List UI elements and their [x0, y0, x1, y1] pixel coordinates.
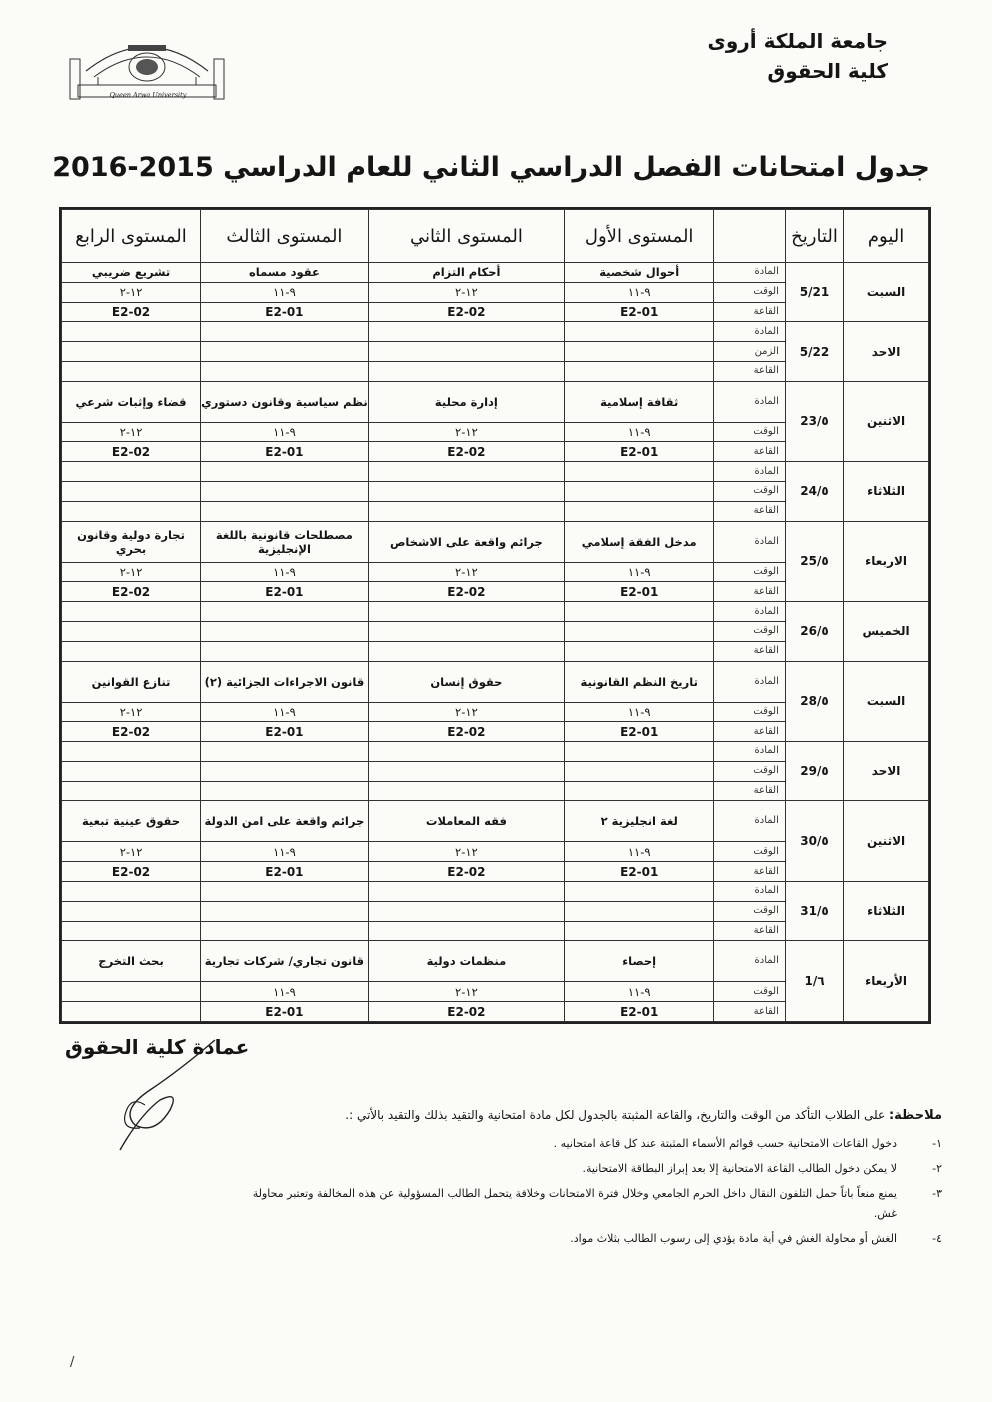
day-cell: الاثنين	[844, 381, 929, 462]
level1-subject-cell	[565, 881, 714, 901]
level3-time-cell: ٩-١١	[201, 842, 369, 862]
day-cell: الثلاثاء	[844, 881, 929, 940]
university-logo	[68, 27, 226, 105]
level3-room-cell	[201, 921, 369, 941]
level3-room-cell	[201, 501, 369, 521]
note-number: ١-	[932, 1137, 942, 1150]
level1-subject-cell	[565, 462, 714, 482]
level1-time-cell: ٩-١١	[565, 702, 714, 722]
level4-time-cell	[62, 621, 201, 641]
row-label-cell: الوقت	[714, 562, 786, 582]
level2-subject-cell: حقوق إنسان	[368, 661, 564, 702]
row-label-cell: الوقت	[714, 422, 786, 442]
level4-time-cell: ١٢-٢	[62, 702, 201, 722]
level1-room-cell	[565, 501, 714, 521]
level2-room-cell: E2-02	[368, 302, 564, 322]
level3-time-cell	[201, 761, 369, 781]
header-university-block	[648, 26, 888, 86]
page-mark: /	[70, 1355, 75, 1370]
level1-time-cell: ٩-١١	[565, 842, 714, 862]
date-cell: ٦/1	[785, 941, 843, 1022]
faculty-name: كلية الحقوق	[767, 59, 888, 83]
dean-signature-text: عمادة كلية الحقوق	[65, 1035, 250, 1059]
level1-time-cell	[565, 342, 714, 362]
level4-room-cell	[62, 1002, 201, 1022]
level2-room-cell	[368, 921, 564, 941]
level2-time-cell: ١٢-٢	[368, 282, 564, 302]
note-text: الغش أو محاولة الغش في أية مادة يؤدي إلى رسوب الطالب بثلاث مواد.	[570, 1232, 897, 1245]
row-label-cell: الزمن	[714, 342, 786, 362]
row-label-cell: الوقت	[714, 621, 786, 641]
date-cell: ٥/30	[785, 801, 843, 882]
level1-room-cell: E2-01	[565, 862, 714, 882]
level2-subject-cell	[368, 602, 564, 622]
date-cell: ٥/26	[785, 602, 843, 661]
level4-room-cell: E2-02	[62, 302, 201, 322]
level1-subject-cell: مدخل الفقة إسلامي	[565, 521, 714, 562]
header-level2: المستوى الثاني	[368, 210, 564, 263]
day-cell: السبت	[844, 263, 929, 322]
level2-time-cell	[368, 342, 564, 362]
level2-room-cell	[368, 501, 564, 521]
level4-subject-cell	[62, 881, 201, 901]
level3-time-cell	[201, 342, 369, 362]
level3-subject-cell	[201, 742, 369, 762]
level4-room-cell	[62, 641, 201, 661]
level3-time-cell: ٩-١١	[201, 982, 369, 1002]
level4-time-cell	[62, 342, 201, 362]
table-header-row	[62, 210, 929, 263]
level2-subject-cell	[368, 742, 564, 762]
level4-subject-cell: بحث التخرج	[62, 941, 201, 982]
date-cell: ٥/31	[785, 881, 843, 940]
note-text: دخول القاعات الامتحانية حسب قوائم الأسماء المثبتة عند كل قاعة امتحانيه .	[553, 1137, 897, 1150]
row-label-cell: القاعة	[714, 302, 786, 322]
level2-time-cell	[368, 621, 564, 641]
level3-time-cell	[201, 482, 369, 502]
level1-time-cell: ٩-١١	[565, 282, 714, 302]
level4-time-cell	[62, 761, 201, 781]
level3-room-cell: E2-01	[201, 582, 369, 602]
level1-room-cell	[565, 361, 714, 381]
level1-subject-cell	[565, 322, 714, 342]
row-label-cell: القاعة	[714, 442, 786, 462]
schedule-row	[62, 941, 929, 982]
level2-subject-cell: جرائم واقعة على الاشخاص	[368, 521, 564, 562]
header-level3: المستوى الثالث	[201, 210, 369, 263]
schedule-row	[62, 801, 929, 842]
level4-time-cell	[62, 982, 201, 1002]
level1-time-cell	[565, 482, 714, 502]
schedule-row	[62, 381, 929, 422]
level3-subject-cell: قانون الاجراءات الجزائية (٢)	[201, 661, 369, 702]
schedule-row	[62, 263, 929, 283]
header-date: التاريخ	[785, 210, 843, 263]
logo-caption: Queen Arwa University	[109, 91, 187, 99]
note-number: ٢-	[932, 1162, 942, 1175]
row-label-cell: الوقت	[714, 982, 786, 1002]
header-label	[714, 210, 786, 263]
row-label-cell: الوقت	[714, 901, 786, 921]
notes-section	[242, 1105, 942, 1249]
level1-time-cell	[565, 761, 714, 781]
level1-subject-cell	[565, 602, 714, 622]
level2-subject-cell	[368, 462, 564, 482]
level2-time-cell: ١٢-٢	[368, 562, 564, 582]
day-cell: الاحد	[844, 742, 929, 801]
level2-room-cell	[368, 781, 564, 801]
level4-subject-cell: تشريع ضريبي	[62, 263, 201, 283]
level4-time-cell: ١٢-٢	[62, 562, 201, 582]
level1-room-cell	[565, 781, 714, 801]
row-label-cell: القاعة	[714, 641, 786, 661]
level3-subject-cell	[201, 322, 369, 342]
level3-room-cell: E2-01	[201, 302, 369, 322]
level4-time-cell: ١٢-٢	[62, 282, 201, 302]
level1-subject-cell: أحوال شخصية	[565, 263, 714, 283]
row-label-cell: القاعة	[714, 361, 786, 381]
note-item	[242, 1229, 942, 1249]
note-number: ٤-	[932, 1232, 942, 1245]
level1-subject-cell	[565, 742, 714, 762]
row-label-cell: المادة	[714, 322, 786, 342]
level4-room-cell	[62, 781, 201, 801]
day-cell: الخميس	[844, 602, 929, 661]
level1-time-cell	[565, 901, 714, 921]
level2-subject-cell: منظمات دولية	[368, 941, 564, 982]
level1-time-cell	[565, 621, 714, 641]
university-name: جامعة الملكة أروى	[707, 29, 888, 53]
level2-time-cell: ١٢-٢	[368, 842, 564, 862]
level3-subject-cell: قانون تجاري/ شركات تجارية	[201, 941, 369, 982]
schedule-row	[62, 521, 929, 562]
note-number: ٣-	[932, 1187, 942, 1200]
level3-time-cell	[201, 901, 369, 921]
row-label-cell: المادة	[714, 381, 786, 422]
notes-title-text: على الطلاب التأكد من الوقت والتاريخ، والقاعة المثبتة بالجدول لكل مادة امتحانية والتقيد بذلك والتقيد بالأتي :.	[345, 1108, 889, 1122]
row-label-cell: القاعة	[714, 862, 786, 882]
note-text: لا يمكن دخول الطالب القاعة الامتحانية إلا بعد إبراز البطاقة الامتحانية.	[582, 1162, 897, 1175]
level3-subject-cell: نظم سياسية وقانون دستوري	[201, 381, 369, 422]
level2-subject-cell: أحكام التزام	[368, 263, 564, 283]
row-label-cell: المادة	[714, 742, 786, 762]
level2-subject-cell: فقه المعاملات	[368, 801, 564, 842]
level4-subject-cell: قضاء وإثبات شرعي	[62, 381, 201, 422]
signature-scribble-icon	[60, 1030, 230, 1160]
level2-time-cell	[368, 482, 564, 502]
level4-subject-cell	[62, 322, 201, 342]
day-cell: الاربعاء	[844, 521, 929, 602]
level3-time-cell: ٩-١١	[201, 282, 369, 302]
level2-room-cell	[368, 641, 564, 661]
level3-subject-cell: جرائم واقعة على امن الدولة	[201, 801, 369, 842]
row-label-cell: الوقت	[714, 282, 786, 302]
level4-subject-cell: حقوق عينية تبعية	[62, 801, 201, 842]
level2-room-cell: E2-02	[368, 582, 564, 602]
level3-subject-cell	[201, 462, 369, 482]
row-label-cell: المادة	[714, 941, 786, 982]
level3-room-cell	[201, 781, 369, 801]
level4-room-cell: E2-02	[62, 582, 201, 602]
level2-subject-cell	[368, 881, 564, 901]
date-cell: ٥/24	[785, 462, 843, 521]
date-cell: ٥/29	[785, 742, 843, 801]
page-title: جدول امتحانات الفصل الدراسي الثاني للعام الدراسي 2015-2016	[52, 152, 930, 183]
level1-subject-cell: ثقافة إسلامية	[565, 381, 714, 422]
level3-subject-cell	[201, 881, 369, 901]
level3-room-cell: E2-01	[201, 1002, 369, 1022]
schedule-row	[62, 462, 929, 482]
level3-room-cell	[201, 641, 369, 661]
level1-time-cell: ٩-١١	[565, 562, 714, 582]
level2-subject-cell: إدارة محلية	[368, 381, 564, 422]
level4-room-cell	[62, 361, 201, 381]
row-label-cell: القاعة	[714, 501, 786, 521]
level3-room-cell	[201, 361, 369, 381]
level2-time-cell: ١٢-٢	[368, 982, 564, 1002]
level1-time-cell: ٩-١١	[565, 982, 714, 1002]
row-label-cell: المادة	[714, 661, 786, 702]
level3-room-cell: E2-01	[201, 442, 369, 462]
row-label-cell: الوقت	[714, 842, 786, 862]
level4-room-cell: E2-02	[62, 442, 201, 462]
header-level4: المستوى الرابع	[62, 210, 201, 263]
header-day: اليوم	[844, 210, 929, 263]
exam-schedule-table	[59, 207, 931, 1024]
level3-time-cell: ٩-١١	[201, 702, 369, 722]
level1-room-cell: E2-01	[565, 442, 714, 462]
level1-subject-cell: تاريخ النظم القانونية	[565, 661, 714, 702]
schedule-row	[62, 602, 929, 622]
level4-time-cell	[62, 901, 201, 921]
row-label-cell: المادة	[714, 801, 786, 842]
note-text: يمنع منعاً باتاً حمل التلفون النقال داخل الحرم الجامعي وخلال فترة الامتحانات وخلافة يتحمل الطالب المسؤولية عن هذه المخالفة وتعتبر محاولة غش.	[252, 1187, 897, 1220]
day-cell: الاحد	[844, 322, 929, 381]
level3-time-cell: ٩-١١	[201, 422, 369, 442]
level4-subject-cell	[62, 602, 201, 622]
row-label-cell: المادة	[714, 602, 786, 622]
level1-room-cell: E2-01	[565, 302, 714, 322]
schedule-row	[62, 742, 929, 762]
level3-subject-cell: عقود مسماه	[201, 263, 369, 283]
level1-subject-cell: لغة انجليزية ٢	[565, 801, 714, 842]
level2-room-cell: E2-02	[368, 442, 564, 462]
row-label-cell: المادة	[714, 521, 786, 562]
level2-room-cell	[368, 361, 564, 381]
level4-subject-cell	[62, 462, 201, 482]
day-cell: الأربعاء	[844, 941, 929, 1022]
date-cell: ٥/25	[785, 521, 843, 602]
level1-room-cell	[565, 921, 714, 941]
row-label-cell: القاعة	[714, 582, 786, 602]
day-cell: السبت	[844, 661, 929, 742]
level4-room-cell: E2-02	[62, 722, 201, 742]
row-label-cell: القاعة	[714, 1002, 786, 1022]
level3-time-cell	[201, 621, 369, 641]
level4-time-cell	[62, 482, 201, 502]
level1-room-cell: E2-01	[565, 722, 714, 742]
row-label-cell: المادة	[714, 263, 786, 283]
row-label-cell: المادة	[714, 881, 786, 901]
level3-subject-cell	[201, 602, 369, 622]
date-cell: ٥/28	[785, 661, 843, 742]
level4-subject-cell	[62, 742, 201, 762]
level2-room-cell: E2-02	[368, 862, 564, 882]
row-label-cell: الوقت	[714, 482, 786, 502]
level4-room-cell	[62, 501, 201, 521]
level1-room-cell: E2-01	[565, 582, 714, 602]
level2-time-cell: ١٢-٢	[368, 702, 564, 722]
level2-time-cell: ١٢-٢	[368, 422, 564, 442]
level2-subject-cell	[368, 322, 564, 342]
row-label-cell: القاعة	[714, 722, 786, 742]
note-item	[242, 1134, 942, 1154]
row-label-cell: القاعة	[714, 921, 786, 941]
notes-title	[242, 1105, 942, 1126]
level4-subject-cell: تجارة دولية وقانون بحري	[62, 521, 201, 562]
level4-time-cell: ١٢-٢	[62, 422, 201, 442]
level1-room-cell	[565, 641, 714, 661]
level4-subject-cell: تنازع القوانين	[62, 661, 201, 702]
level1-room-cell: E2-01	[565, 1002, 714, 1022]
day-cell: الاثنين	[844, 801, 929, 882]
note-item	[242, 1184, 942, 1224]
level2-room-cell: E2-02	[368, 1002, 564, 1022]
schedule-row	[62, 881, 929, 901]
header-level1: المستوى الأول	[565, 210, 714, 263]
row-label-cell: الوقت	[714, 761, 786, 781]
date-cell: 5/21	[785, 263, 843, 322]
schedule-row	[62, 661, 929, 702]
level3-subject-cell: مصطلحات قانونية باللغة الإنجليزية	[201, 521, 369, 562]
schedule-row	[62, 322, 929, 342]
level3-room-cell: E2-01	[201, 862, 369, 882]
level2-time-cell	[368, 761, 564, 781]
row-label-cell: الوقت	[714, 702, 786, 722]
level3-time-cell: ٩-١١	[201, 562, 369, 582]
level4-room-cell: E2-02	[62, 862, 201, 882]
level2-time-cell	[368, 901, 564, 921]
date-cell: 5/22	[785, 322, 843, 381]
level1-time-cell: ٩-١١	[565, 422, 714, 442]
level4-time-cell: ١٢-٢	[62, 842, 201, 862]
day-cell: الثلاثاء	[844, 462, 929, 521]
note-item	[242, 1159, 942, 1179]
date-cell: ٥/23	[785, 381, 843, 462]
level3-room-cell: E2-01	[201, 722, 369, 742]
level2-room-cell: E2-02	[368, 722, 564, 742]
level4-room-cell	[62, 921, 201, 941]
row-label-cell: القاعة	[714, 781, 786, 801]
row-label-cell: المادة	[714, 462, 786, 482]
notes-title-bold: ملاحظة:	[888, 1108, 942, 1123]
level1-subject-cell: إحصاء	[565, 941, 714, 982]
